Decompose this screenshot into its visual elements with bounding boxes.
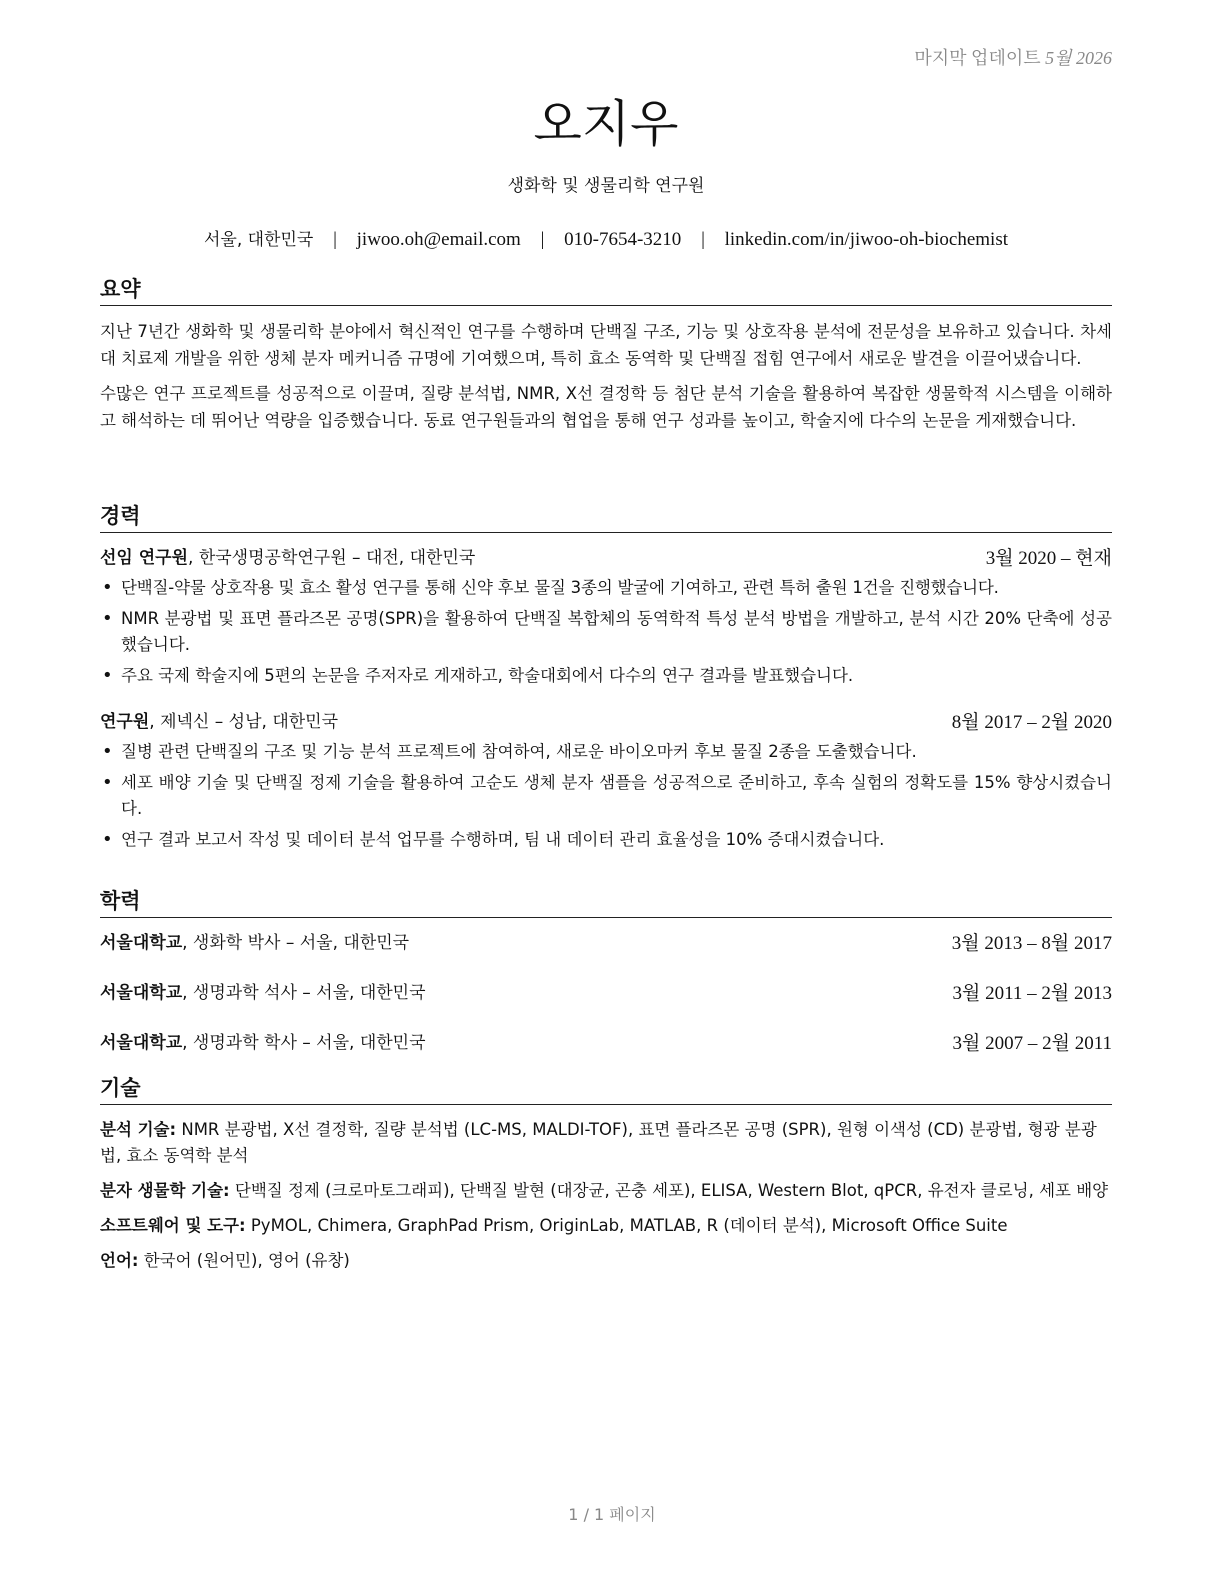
contact-email[interactable]: jiwoo.oh@email.com xyxy=(356,229,521,250)
summary-section xyxy=(100,276,1112,434)
person-name: 오지우 xyxy=(533,95,679,153)
degree-detail: , 생화학 박사 – 서울, 대한민국 xyxy=(182,933,410,953)
job-role: 연구원 xyxy=(100,712,150,732)
contact-line xyxy=(100,225,1112,251)
skill-text: 단백질 정제 (크로마토그래피), 단백질 발현 (대장균, 곤충 세포), ELISA, Western Blot, qPCR, 유전자 클로닝, 세포 배양 xyxy=(229,1181,1109,1200)
summary-paragraph: 지난 7년간 생화학 및 생물리학 분야에서 혁신적인 연구를 수행하며 단백질 구조, 기능 및 상호작용 분석에 전문성을 보유하고 있습니다. 차세대 치료제 개발을 위한 생체 분자 메커니즘 규명에 기여했으며, 특히 효소 동역학 및 단백질 접힘 연구에서 새로운 발견을 이끌어냈습니다. xyxy=(100,322,1112,368)
education-entry xyxy=(100,980,1112,1007)
job-bullets xyxy=(100,739,1112,853)
job-bullet: • 질병 관련 단백질의 구조 및 기능 분석 프로젝트에 참여하여, 새로운 바이오마커 후보 물질 2종을 도출했습니다. xyxy=(100,739,1112,765)
education-section xyxy=(100,888,1112,1080)
school-name: 서울대학교 xyxy=(100,933,183,953)
job-title: 생화학 및 생물리학 연구원 xyxy=(507,176,705,196)
job-bullet: • NMR 분광법 및 표면 플라즈몬 공명(SPR)을 활용하여 단백질 복합체의 동역학적 특성 분석 방법을 개발하고, 분석 시간 20% 단축에 성공했습니다. xyxy=(100,606,1112,658)
skill-entry xyxy=(100,1248,1112,1274)
job-org: , 한국생명공학연구원 – 대전, 대한민국 xyxy=(188,548,476,568)
skill-entry xyxy=(100,1178,1112,1204)
contact-linkedin[interactable]: linkedin.com/in/jiwoo-oh-biochemist xyxy=(724,229,1009,250)
degree-detail: , 생명과학 학사 – 서울, 대한민국 xyxy=(182,1033,426,1053)
job-entry xyxy=(100,709,1112,853)
page-number: 1 / 1 페이지 xyxy=(568,1505,656,1524)
job-bullet: • 주요 국제 학술지에 5편의 논문을 주저자로 게재하고, 학술대회에서 다수의 연구 결과를 발표했습니다. xyxy=(100,663,1112,689)
job-bullet: • 세포 배양 기술 및 단백질 정제 기술을 활용하여 고순도 생체 분자 샘플을 성공적으로 준비하고, 후속 실험의 정확도를 15% 향상시켰습니다. xyxy=(100,770,1112,822)
job-org: , 제넥신 – 성남, 대한민국 xyxy=(149,712,339,732)
skill-text: PyMOL, Chimera, GraphPad Prism, OriginLab, MATLAB, R (데이터 분석), Microsoft Office Suite xyxy=(245,1216,1008,1235)
education-entry xyxy=(100,930,1112,957)
school-name: 서울대학교 xyxy=(100,983,183,1003)
contact-separator: | xyxy=(540,229,545,250)
education-dates: 3월 2011 – 2월 2013 xyxy=(952,983,1112,1004)
education-dates: 3월 2007 – 2월 2011 xyxy=(952,1033,1112,1054)
skill-label: 분석 기술: xyxy=(100,1120,177,1139)
contact-separator: | xyxy=(701,229,705,250)
skill-text: NMR 분광법, X선 결정학, 질량 분석법 (LC-MS, MALDI-TOF), 표면 플라즈몬 공명 (SPR), 원형 이색성 (CD) 분광법, 형광 분광법, 효소 동역학 분석 xyxy=(100,1120,1097,1165)
job-bullet: • 단백질-약물 상호작용 및 효소 활성 연구를 통해 신약 후보 물질 3종의 발굴에 기여하고, 관련 특허 출원 1건을 진행했습니다. xyxy=(100,575,1112,601)
resume-page xyxy=(100,0,1112,1584)
last-updated-label: 마지막 업데이트 xyxy=(914,48,1041,68)
section-title-education: 학력 xyxy=(100,888,1112,918)
summary-paragraph: 수많은 연구 프로젝트를 성공적으로 이끌며, 질량 분석법, NMR, X선 결정학 등 첨단 분석 기술을 활용하여 복잡한 생물학적 시스템을 이해하고 해석하는 데 뛰어난 역량을 입증했습니다. 동료 연구원들과의 협업을 통해 연구 성과를 높이고, 학술지에 다수의 논문을 게재했습니다. xyxy=(100,384,1112,430)
job-header xyxy=(100,709,1112,736)
education-entry xyxy=(100,1030,1112,1057)
skill-label: 소프트웨어 및 도구: xyxy=(100,1216,246,1235)
skill-entry xyxy=(100,1117,1112,1169)
degree-detail: , 생명과학 석사 – 서울, 대한민국 xyxy=(182,983,426,1003)
section-title-skills: 기술 xyxy=(100,1075,1112,1105)
section-title-experience: 경력 xyxy=(100,503,1112,533)
skill-text: 한국어 (원어민), 영어 (유창) xyxy=(138,1251,350,1270)
job-dates: 8월 2017 – 2월 2020 xyxy=(951,712,1112,733)
last-updated xyxy=(914,44,1112,70)
contact-phone: 010-7654-3210 xyxy=(564,229,682,250)
job-entry xyxy=(100,545,1112,689)
last-updated-date: 5월 2026 xyxy=(1045,48,1112,68)
education-dates: 3월 2013 – 8월 2017 xyxy=(951,933,1112,954)
job-bullets xyxy=(100,575,1112,689)
job-header xyxy=(100,545,1112,572)
contact-location: 서울, 대한민국 xyxy=(203,230,314,250)
skill-label: 언어: xyxy=(100,1251,139,1270)
school-name: 서울대학교 xyxy=(100,1033,183,1053)
skill-entry xyxy=(100,1213,1112,1239)
skills-section xyxy=(100,1075,1112,1283)
experience-section xyxy=(100,503,1112,858)
job-role: 선임 연구원 xyxy=(100,548,189,568)
section-title-summary: 요약 xyxy=(100,276,1112,306)
job-bullet: • 연구 결과 보고서 작성 및 데이터 분석 업무를 수행하며, 팀 내 데이터 관리 효율성을 10% 증대시켰습니다. xyxy=(100,827,1112,853)
job-dates: 3월 2020 – 현재 xyxy=(985,548,1112,569)
contact-separator: | xyxy=(333,229,337,250)
skill-label: 분자 생물학 기술: xyxy=(100,1181,230,1200)
